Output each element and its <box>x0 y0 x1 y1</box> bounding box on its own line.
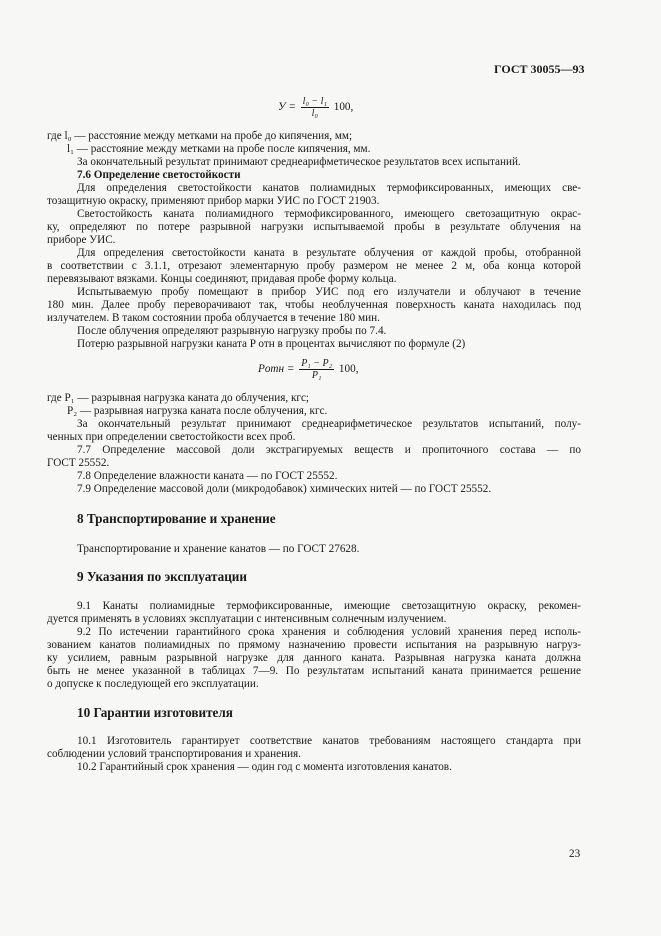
formula-1-denominator: l₀ <box>311 108 318 119</box>
s92-l2: зованием канатов полиамидных по прямому назначению провести испытания на разрывную нагруз- <box>47 639 581 651</box>
formula-1-lhs: У = <box>278 101 296 114</box>
document-header: ГОСТ 30055—93 <box>494 62 585 76</box>
formula-2 <box>258 358 359 381</box>
s76-p3-l2: в соответствии с 3.1.1, отрезают элементарную пробу размером не менее 2 м, оба конца которой <box>47 260 581 272</box>
s101-l1: 10.1 Изготовитель гарантирует соответствие канатов требованиям настоящего стандарта при <box>77 735 581 747</box>
section-8-text: Транспортирование и хранение канатов — по ГОСТ 27628. <box>77 543 360 555</box>
s77-l2: ГОСТ 25552. <box>47 457 110 469</box>
formula-1-numerator: l₀ − l₁ <box>302 96 327 107</box>
s76-p4-l3: излучателем. В таком состоянии проба облучается в течение 180 мин. <box>47 312 380 324</box>
s92-l5: о допуске к последующей его эксплуатации. <box>47 678 259 690</box>
formula-2-tail: 100, <box>338 363 359 376</box>
s77-l1: 7.7 Определение массовой доли экстрагируемых веществ и пропиточного состава — по <box>77 444 581 456</box>
where-l0: где l₀ — расстояние между метками на пробе до кипячения, мм; <box>47 130 353 142</box>
section-7-6-title: 7.6 Определение светостойкости <box>77 169 241 181</box>
s92-l4: быть не менее указанной в таблицах 7—9. По результатам испытаний каната принимается решение <box>47 665 581 677</box>
section-10-title: 10 Гарантии изготовителя <box>77 705 233 720</box>
where-l1: l₁ — расстояние между метками на пробе после кипячения, мм. <box>67 143 371 155</box>
formula-2-lhs: Pотн = <box>258 363 295 376</box>
s78: 7.8 Определение влажности каната — по ГОСТ 25552. <box>77 470 338 482</box>
where-p2: P₂ — разрывная нагрузка каната после облучения, кгс. <box>67 405 328 417</box>
s102: 10.2 Гарантийный срок хранения — один год с момента изготовления канатов. <box>77 761 452 773</box>
formula-2-denominator: P₁ <box>311 370 322 381</box>
s76-p6: Потерю разрывной нагрузки каната P отн в процентах вычисляют по формуле (2) <box>77 338 466 350</box>
final-result-2-l2: ченных при определении светостойкости всех проб. <box>47 431 296 443</box>
s92-l1: 9.2 По истечении гарантийного срока хранения и соблюдения условий хранения перед исполь- <box>77 626 581 638</box>
s76-p2-l1: Светостойкость каната полиамидного термофиксированного, имеющего светозащитную окрас- <box>77 208 581 220</box>
s76-p4-l1: Испытываемую пробу помещают в прибор УИС под его излучатели и облучают в течение <box>77 286 581 298</box>
page-number: 23 <box>569 848 581 860</box>
where-p1: где P₁ — разрывная нагрузка каната до облучения, кгс; <box>47 392 310 404</box>
s76-p3-l1: Для определения светостойкости каната в результате облучения от каждой пробы, отобранной <box>77 247 581 259</box>
section-9-title: 9 Указания по эксплуатации <box>77 569 248 584</box>
s91-l2: дуется применять в условиях эксплуатации с интенсивным солнечным излучением. <box>47 613 447 625</box>
formula-1-fraction <box>301 96 329 119</box>
s76-p3-l3: перевязывают вязками. Концы соединяют, придавая пробе форму кольца. <box>47 273 397 285</box>
s92-l3: ку усилием, равным разрывной нагрузке для данного каната. Разрывная нагрузка каната должна <box>47 652 581 664</box>
formula-2-fraction <box>299 358 334 381</box>
formula-1-tail: 100, <box>333 101 354 114</box>
s76-p4-l2: 180 мин. Далее пробу переворачивают так, чтобы необлученная поверхность каната находилась под <box>47 299 581 311</box>
formula-2-numerator: P₁ − P₂ <box>301 358 333 369</box>
s76-p2-l3: приборе УИС. <box>47 234 116 246</box>
s76-p2-l2: ку, определяют по потере разрывной нагрузки испытываемой пробы в результате облучения на <box>47 221 581 233</box>
s76-p5: После облучения определяют разрывную нагрузку пробы по 7.4. <box>77 325 387 337</box>
s101-l2: соблюдении условий транспортирования и хранения. <box>47 748 302 760</box>
formula-1 <box>278 96 353 119</box>
s79: 7.9 Определение массовой доли (микродобавок) химических нитей — по ГОСТ 25552. <box>77 483 492 495</box>
final-result-2-l1: За окончательный результат принимают среднеарифметическое результатов испытаний, полу- <box>77 418 581 430</box>
section-8-title: 8 Транспортирование и хранение <box>77 511 276 526</box>
final-result-1: За окончательный результат принимают среднеарифметическое результатов всех испытаний. <box>77 156 521 168</box>
s76-p1-l2: тозащитную окраску, применяют прибор марки УИС по ГОСТ 21903. <box>47 195 380 207</box>
s91-l1: 9.1 Канаты полиамидные термофиксированные, имеющие светозащитную окраску, рекомен- <box>77 600 581 612</box>
s76-p1-l1: Для определения светостойкости канатов полиамидных термофиксированных, имеющих све- <box>77 182 581 194</box>
